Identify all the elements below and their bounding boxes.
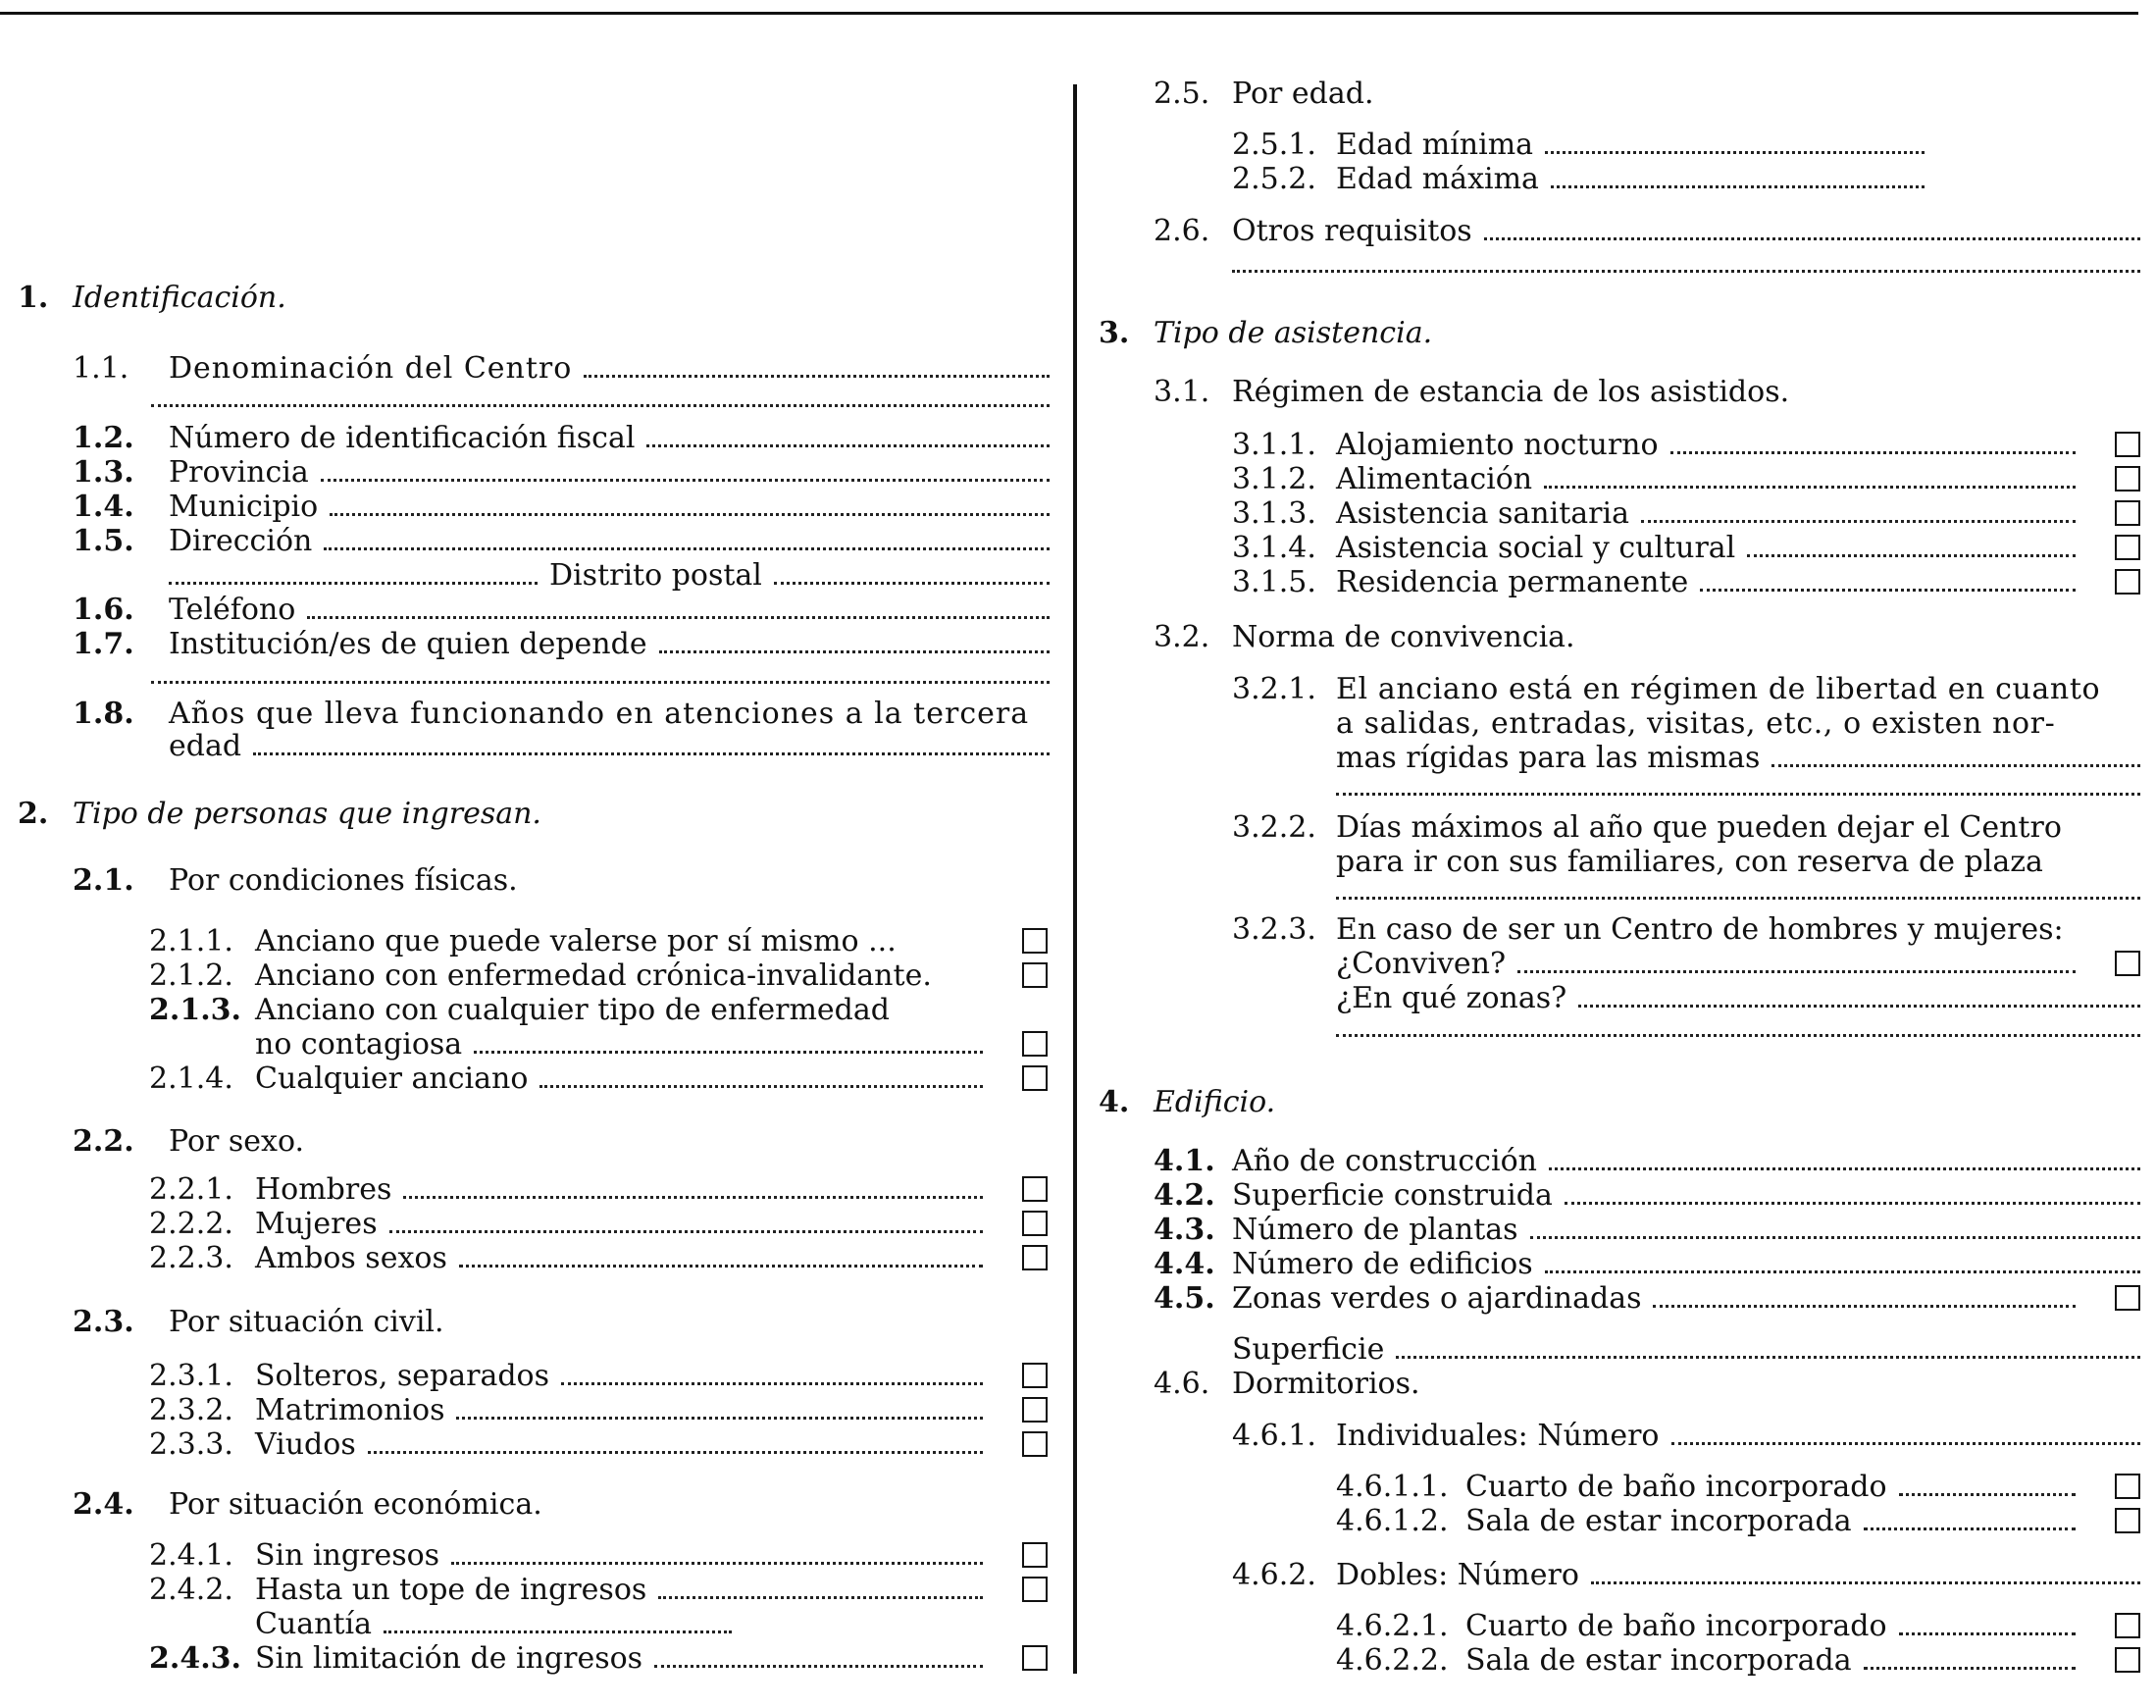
fill-line — [474, 1051, 983, 1054]
heading-2-5: 2.5. Por edad. — [1154, 77, 1374, 111]
checkbox[interactable] — [1022, 928, 1048, 954]
fill-line — [539, 1085, 983, 1088]
fill-line — [1864, 1667, 2076, 1670]
section-4-heading: 4. Edificio. — [1099, 1085, 1276, 1119]
field-2-6[interactable]: 2.6. Otros requisitos — [1154, 214, 2140, 248]
fill-line[interactable] — [1545, 1270, 2140, 1273]
option-2-2-1[interactable]: 2.2.1. Hombres — [149, 1172, 1048, 1207]
field-4-6-1[interactable]: 4.6.1. Individuales: Número — [1232, 1419, 2140, 1453]
option-2-2-3[interactable]: 2.2.3. Ambos sexos — [149, 1241, 1048, 1275]
fill-line[interactable] — [1549, 1167, 2140, 1170]
fill-line — [403, 1196, 983, 1199]
option-3-1-4[interactable]: 3.1.4. Asistencia social y cultural — [1232, 531, 2140, 565]
fill-line[interactable] — [1232, 270, 2140, 273]
field-1-6[interactable]: 1.6. Teléfono — [73, 593, 1050, 627]
fill-line[interactable] — [584, 375, 1050, 378]
field-1-2[interactable]: 1.2. Número de identificación fiscal — [73, 421, 1050, 455]
field-1-5[interactable]: 1.5. Dirección — [73, 524, 1050, 558]
fill-line[interactable] — [1551, 185, 1925, 188]
fill-line — [658, 1596, 983, 1599]
field-4-5-superficie[interactable]: Superficie — [1232, 1332, 2140, 1367]
fill-line[interactable] — [1396, 1356, 2140, 1359]
fill-line — [456, 1417, 983, 1420]
checkbox[interactable] — [2115, 1613, 2140, 1638]
field-2-5-1[interactable]: 2.5.1. Edad mínima — [1232, 128, 1925, 162]
option-2-3-2[interactable]: 2.3.2. Matrimonios — [149, 1393, 1048, 1427]
field-4-5[interactable]: 4.5. Zonas verdes o ajardinadas — [1154, 1281, 2140, 1316]
section-title: Tipo de personas que ingresan. — [73, 797, 541, 831]
field-2-5-2[interactable]: 2.5.2. Edad máxima — [1232, 162, 1925, 196]
fill-line — [561, 1382, 983, 1385]
checkbox[interactable] — [1022, 1431, 1048, 1457]
fill-line[interactable] — [1336, 897, 2140, 900]
checkbox[interactable] — [2115, 569, 2140, 595]
fill-line — [451, 1562, 983, 1565]
checkbox[interactable] — [2115, 1647, 2140, 1673]
option-2-3-3[interactable]: 2.3.3. Viudos — [149, 1427, 1048, 1462]
fill-line[interactable] — [1545, 151, 1925, 154]
top-rule — [0, 12, 2138, 15]
fill-line — [1899, 1493, 2076, 1496]
field-4-6-2[interactable]: 4.6.2. Dobles: Número — [1232, 1558, 2140, 1592]
fill-line — [1747, 554, 2076, 557]
fill-line[interactable] — [324, 547, 1050, 550]
fill-line — [1670, 451, 2076, 454]
section-1-heading: 1. Identificación. — [18, 281, 286, 315]
fill-line[interactable] — [253, 752, 1050, 755]
field-4-4[interactable]: 4.4. Número de edificios — [1154, 1247, 2140, 1281]
fill-line[interactable] — [321, 479, 1050, 482]
field-3-2-3: 3.2.3. En caso de ser un Centro de hombres y mujeres: — [1232, 912, 2064, 947]
fill-line[interactable] — [1565, 1202, 2140, 1205]
checkbox[interactable] — [2115, 1285, 2140, 1311]
fill-line[interactable] — [1771, 764, 2140, 767]
option-2-2-2[interactable]: 2.2.2. Mujeres — [149, 1207, 1048, 1241]
fill-line — [1653, 1305, 2076, 1308]
fill-line — [1864, 1527, 2076, 1530]
field-1-4[interactable]: 1.4. Municipio — [73, 490, 1050, 524]
field-1-8-line2[interactable]: edad — [169, 729, 1050, 763]
fill-line[interactable] — [151, 404, 1050, 407]
fill-line[interactable] — [330, 513, 1050, 516]
heading-3-1: 3.1. Régimen de estancia de los asistidos. — [1154, 375, 1790, 409]
checkbox[interactable] — [2115, 500, 2140, 526]
fill-line[interactable] — [1336, 793, 2140, 796]
option-4-6-2-1[interactable]: 4.6.2.1. Cuarto de baño incorporado — [1336, 1609, 2140, 1643]
option-2-4-2-amount[interactable]: Cuantía — [255, 1607, 732, 1641]
field-1-5-postal[interactable]: Distrito postal — [169, 558, 1050, 593]
option-3-1-3[interactable]: 3.1.3. Asistencia sanitaria — [1232, 496, 2140, 531]
fill-line[interactable] — [1591, 1581, 2140, 1584]
section-title: Identificación. — [73, 281, 286, 315]
checkbox[interactable] — [2115, 535, 2140, 560]
checkbox[interactable] — [2115, 1474, 2140, 1499]
fill-line — [1641, 520, 2076, 523]
fill-line[interactable] — [307, 616, 1050, 619]
field-3-2-2-line2: para ir con sus familiares, con reserva de plaza — [1336, 845, 2043, 879]
fill-line[interactable] — [1336, 1034, 2140, 1037]
section-title: Tipo de asistencia. — [1154, 316, 1433, 350]
heading-4-6: 4.6. Dormitorios. — [1154, 1367, 1420, 1401]
fill-line[interactable] — [384, 1630, 732, 1633]
heading-2-1: 2.1. Por condiciones físicas. — [73, 863, 518, 898]
section-2-heading: 2. Tipo de personas que ingresan. — [18, 797, 541, 831]
fill-line[interactable] — [1671, 1442, 2141, 1445]
field-1-8: 1.8. Años que lleva funcionando en atenciones a la tercera — [73, 697, 1030, 731]
fill-line[interactable] — [1578, 1005, 2140, 1008]
option-2-1-3-line2[interactable]: no contagiosa — [255, 1027, 1048, 1061]
checkbox[interactable] — [1022, 962, 1048, 988]
checkbox[interactable] — [1022, 1542, 1048, 1568]
field-1-7[interactable]: 1.7. Institución/es de quien depende — [73, 627, 1050, 661]
heading-2-2: 2.2. Por sexo. — [73, 1124, 305, 1159]
checkbox[interactable] — [1022, 1645, 1048, 1671]
checkbox[interactable] — [2115, 466, 2140, 492]
option-4-6-1-1[interactable]: 4.6.1.1. Cuarto de baño incorporado — [1336, 1470, 2140, 1504]
fill-line — [1700, 589, 2076, 592]
checkbox[interactable] — [1022, 1363, 1048, 1388]
fill-line[interactable] — [1530, 1236, 2140, 1239]
fill-line[interactable] — [1484, 237, 2140, 240]
checkbox[interactable] — [1022, 1577, 1048, 1602]
heading-2-4: 2.4. Por situación económica. — [73, 1487, 542, 1522]
checkbox[interactable] — [2115, 951, 2140, 976]
fill-line — [654, 1665, 983, 1668]
checkbox[interactable] — [1022, 1397, 1048, 1423]
fill-line[interactable] — [151, 681, 1050, 684]
checkbox[interactable] — [1022, 1065, 1048, 1091]
option-2-4-2[interactable]: 2.4.2. Hasta un tope de ingresos — [149, 1573, 1048, 1607]
section-3-heading: 3. Tipo de asistencia. — [1099, 316, 1433, 350]
fill-line — [368, 1451, 983, 1454]
checkbox[interactable] — [2115, 1508, 2140, 1533]
field-3-2-1: 3.2.1. El anciano está en régimen de libertad en cuanto — [1232, 672, 2101, 706]
checkbox[interactable] — [2115, 432, 2140, 457]
fill-line — [1899, 1632, 2076, 1635]
heading-3-2: 3.2. Norma de convivencia. — [1154, 620, 1575, 654]
field-3-2-1-line2: a salidas, entradas, visitas, etc., o existen nor- — [1336, 706, 2056, 741]
fill-line[interactable] — [774, 582, 1050, 585]
field-4-2[interactable]: 4.2. Superficie construida — [1154, 1178, 2140, 1213]
fill-line[interactable] — [169, 582, 538, 585]
fill-line — [459, 1265, 983, 1268]
option-3-1-5[interactable]: 3.1.5. Residencia permanente — [1232, 565, 2140, 599]
option-2-4-1[interactable]: 2.4.1. Sin ingresos — [149, 1538, 1048, 1573]
fill-line — [389, 1230, 983, 1233]
field-4-1[interactable]: 4.1. Año de construcción — [1154, 1144, 2140, 1178]
checkbox[interactable] — [1022, 1211, 1048, 1236]
field-3-2-2: 3.2.2. Días máximos al año que pueden dejar el Centro — [1232, 810, 2062, 845]
option-4-6-2-2[interactable]: 4.6.2.2. Sala de estar incorporada — [1336, 1643, 2140, 1678]
option-2-1-2[interactable]: 2.1.2. Anciano con enfermedad crónica-invalidante. — [149, 958, 1048, 993]
field-1-3[interactable]: 1.3. Provincia — [73, 455, 1050, 490]
option-2-1-3: 2.1.3. Anciano con cualquier tipo de enfermedad — [149, 993, 890, 1027]
option-2-3-1[interactable]: 2.3.1. Solteros, separados — [149, 1359, 1048, 1393]
checkbox[interactable] — [1022, 1031, 1048, 1057]
fill-line[interactable] — [659, 650, 1050, 653]
option-4-6-1-2[interactable]: 4.6.1.2. Sala de estar incorporada — [1336, 1504, 2140, 1538]
option-2-4-3[interactable]: 2.4.3. Sin limitación de ingresos — [149, 1641, 1048, 1676]
fill-line — [1544, 486, 2076, 489]
section-title: Edificio. — [1154, 1085, 1276, 1119]
column-divider — [1073, 84, 1077, 1674]
field-3-2-3-conviven[interactable]: ¿Conviven? — [1336, 947, 2140, 981]
checkbox[interactable] — [1022, 1176, 1048, 1202]
field-3-2-3-zonas[interactable]: ¿En qué zonas? — [1336, 981, 2140, 1015]
field-3-2-1-line3[interactable]: mas rígidas para las mismas — [1336, 741, 2140, 775]
option-3-1-1[interactable]: 3.1.1. Alojamiento nocturno — [1232, 428, 2140, 462]
field-4-3[interactable]: 4.3. Número de plantas — [1154, 1213, 2140, 1247]
checkbox[interactable] — [1022, 1245, 1048, 1270]
field-1-1[interactable]: 1.1. Denominación del Centro — [73, 351, 1050, 386]
fill-line — [1517, 970, 2076, 973]
option-2-1-4[interactable]: 2.1.4. Cualquier anciano — [149, 1061, 1048, 1096]
option-2-1-1[interactable]: 2.1.1. Anciano que puede valerse por sí mismo ... — [149, 924, 1048, 958]
fill-line[interactable] — [646, 444, 1050, 447]
heading-2-3: 2.3. Por situación civil. — [73, 1305, 444, 1339]
option-3-1-2[interactable]: 3.1.2. Alimentación — [1232, 462, 2140, 496]
